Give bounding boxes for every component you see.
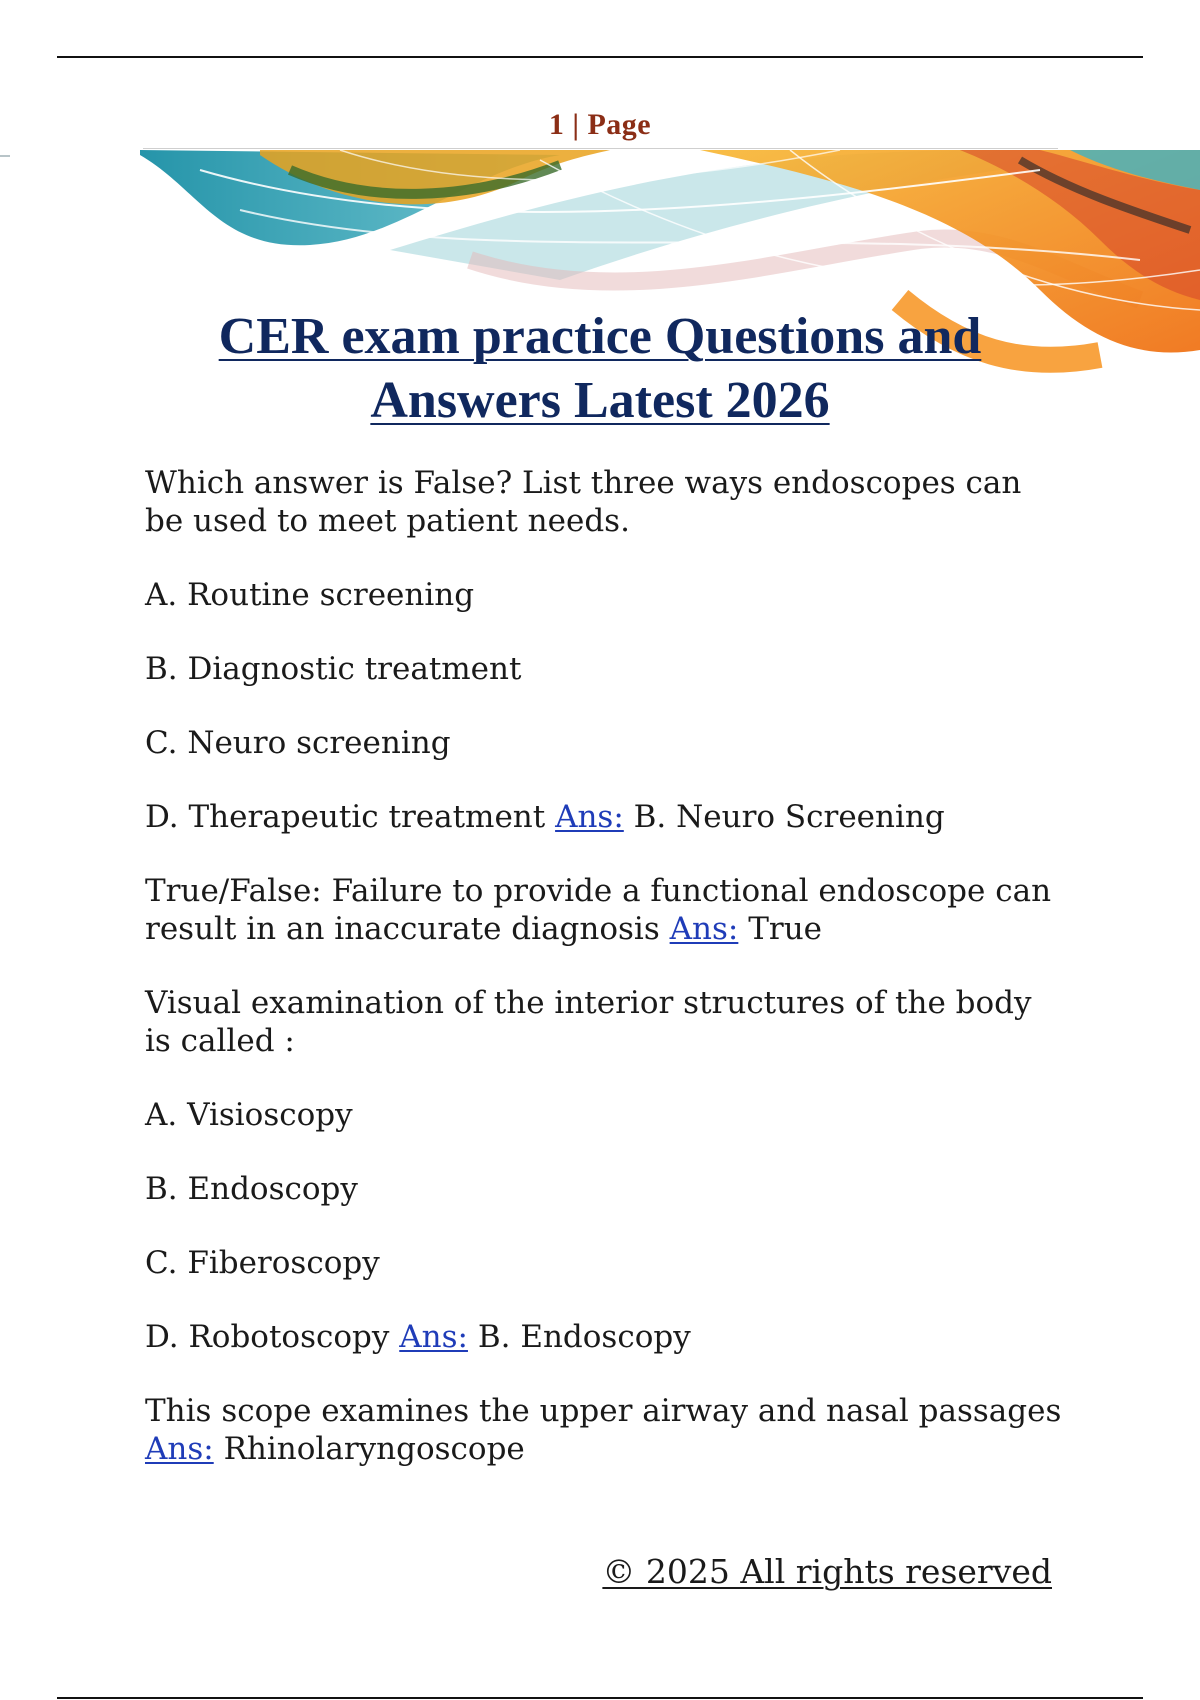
question-4-text: This scope examines the upper airway and nasal passages	[145, 1393, 1062, 1429]
question-1-option-b: B. Diagnostic treatment	[145, 651, 522, 687]
question-3-option-d: D. Robotoscopy	[145, 1319, 390, 1355]
question-1-option-d-line	[145, 798, 1065, 836]
question-3-option-b: B. Endoscopy	[145, 1171, 358, 1207]
question-2-answer: True	[748, 911, 823, 947]
question-3-option-d-line	[145, 1318, 1065, 1356]
page-number: 1	[548, 108, 565, 141]
header-underline	[143, 148, 1058, 149]
answer-label: Ans:	[399, 1319, 468, 1355]
question-1-option-c: C. Neuro screening	[145, 725, 451, 761]
question-3-answer: B. Endoscopy	[477, 1319, 691, 1355]
question-3-option-a: A. Visioscopy	[145, 1097, 353, 1133]
title-line-2: Answers Latest 2026	[370, 372, 830, 429]
question-3-option-c: C. Fiberoscopy	[145, 1245, 380, 1281]
question-1-text: Which answer is False? List three ways endoscopes can be used to meet patient needs.	[145, 465, 1022, 539]
title-line-1: CER exam practice Questions and	[218, 308, 982, 365]
question-1-option-a: A. Routine screening	[145, 577, 475, 613]
answer-label: Ans:	[145, 1431, 214, 1467]
top-rule	[57, 56, 1143, 58]
question-2-text: True/False: Failure to provide a functional endoscope can result in an inaccurate diagnosis	[145, 873, 1052, 947]
question-3-text: Visual examination of the interior structures of the body is called :	[145, 985, 1032, 1059]
document-title	[0, 305, 1200, 433]
copyright-notice: © 2025 All rights reserved	[602, 1552, 1052, 1591]
question-4-line	[145, 1392, 1065, 1468]
bottom-rule	[57, 1697, 1143, 1699]
answer-label: Ans:	[555, 799, 624, 835]
question-1-option-d: D. Therapeutic treatment	[145, 799, 546, 835]
answer-label: Ans:	[669, 911, 739, 947]
question-list	[145, 464, 1065, 1504]
question-4-answer: Rhinolaryngoscope	[223, 1431, 525, 1467]
page-number-header	[0, 108, 1200, 142]
question-1-answer: B. Neuro Screening	[633, 799, 945, 835]
edge-mark	[0, 155, 10, 157]
page-separator: |	[572, 108, 580, 141]
question-2-line	[145, 872, 1065, 948]
page-label: Page	[587, 108, 652, 141]
